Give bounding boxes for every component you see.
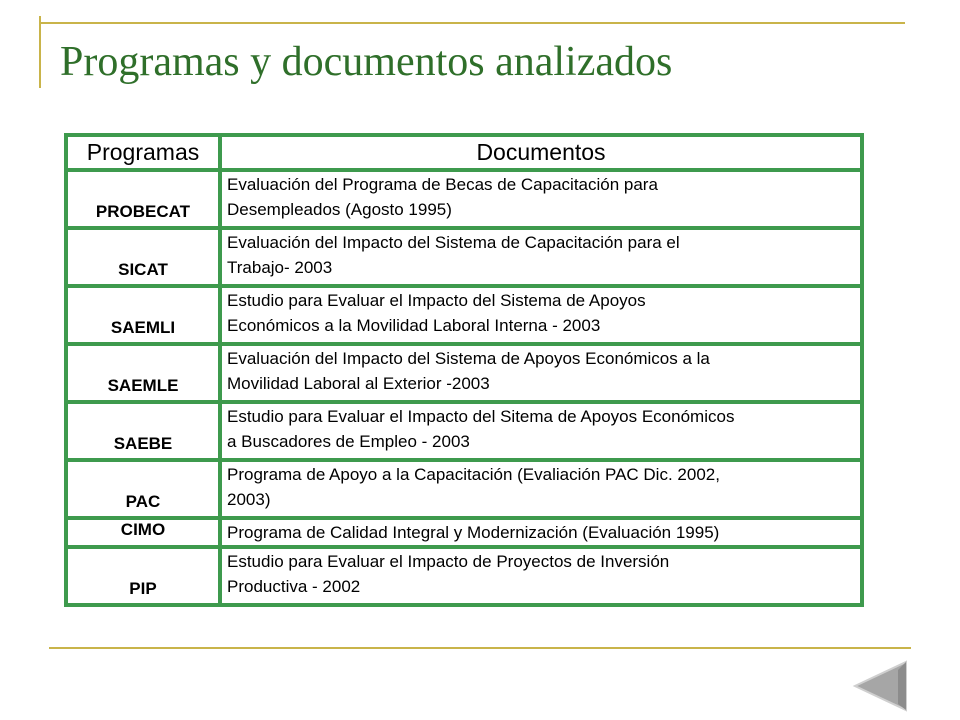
- document-line: Programa de Calidad Integral y Modernización (Evaluación 1995): [227, 523, 720, 542]
- document-line: Desempleados (Agosto 1995): [227, 200, 452, 219]
- document-line: Estudio para Evaluar el Impacto de Proyectos de Inversión: [227, 552, 670, 571]
- program-cell: SAEMLI: [67, 287, 221, 345]
- document-line: Económicos a la Movilidad Laboral Interna - 2003: [227, 316, 601, 335]
- table-row: [67, 345, 861, 403]
- program-cell: PROBECAT: [67, 171, 221, 229]
- document-cell: [221, 461, 861, 519]
- document-line: 2003): [227, 490, 271, 509]
- program-cell: SAEBE: [67, 403, 221, 461]
- document-line: Movilidad Laboral al Exterior -2003: [227, 374, 490, 393]
- decorative-vertical-line: [39, 16, 41, 88]
- table-row: [67, 229, 861, 287]
- program-cell: CIMO: [67, 519, 221, 548]
- document-line: Evaluación del Impacto del Sistema de Capacitación para el: [227, 233, 680, 252]
- document-cell: [221, 229, 861, 287]
- document-line: Estudio para Evaluar el Impacto del Sistema de Apoyos: [227, 291, 646, 310]
- document-line: Trabajo- 2003: [227, 258, 333, 277]
- program-cell: SAEMLE: [67, 345, 221, 403]
- triangle-left-icon: [852, 660, 908, 712]
- document-line: Evaluación del Programa de Becas de Capacitación para: [227, 175, 658, 194]
- document-line: Programa de Apoyo a la Capacitación (Evaliación PAC Dic. 2002,: [227, 465, 720, 484]
- table-row: [67, 403, 861, 461]
- table-row: [67, 519, 861, 548]
- table-header-row: [67, 136, 861, 171]
- header-programs: Programas: [67, 136, 221, 171]
- program-cell: SICAT: [67, 229, 221, 287]
- document-cell: [221, 171, 861, 229]
- program-cell: PAC: [67, 461, 221, 519]
- program-cell: PIP: [67, 548, 221, 604]
- document-line: Estudio para Evaluar el Impacto del Sitema de Apoyos Económicos: [227, 407, 735, 426]
- document-cell: [221, 403, 861, 461]
- programs-table: [64, 133, 864, 607]
- document-line: Productiva - 2002: [227, 577, 361, 596]
- table-row: [67, 548, 861, 604]
- slide-title: Programas y documentos analizados: [60, 39, 673, 85]
- document-cell: [221, 287, 861, 345]
- back-button[interactable]: [852, 660, 908, 712]
- programs-table-container: [64, 133, 864, 607]
- decorative-bottom-line: [49, 647, 911, 649]
- document-line: a Buscadores de Empleo - 2003: [227, 432, 470, 451]
- header-documents: Documentos: [221, 136, 861, 171]
- table-row: [67, 461, 861, 519]
- document-cell: [221, 519, 861, 548]
- document-line: Evaluación del Impacto del Sistema de Apoyos Económicos a la: [227, 349, 710, 368]
- document-cell: [221, 345, 861, 403]
- table-row: [67, 287, 861, 345]
- document-cell: [221, 548, 861, 604]
- table-row: [67, 171, 861, 229]
- decorative-top-line: [39, 22, 905, 24]
